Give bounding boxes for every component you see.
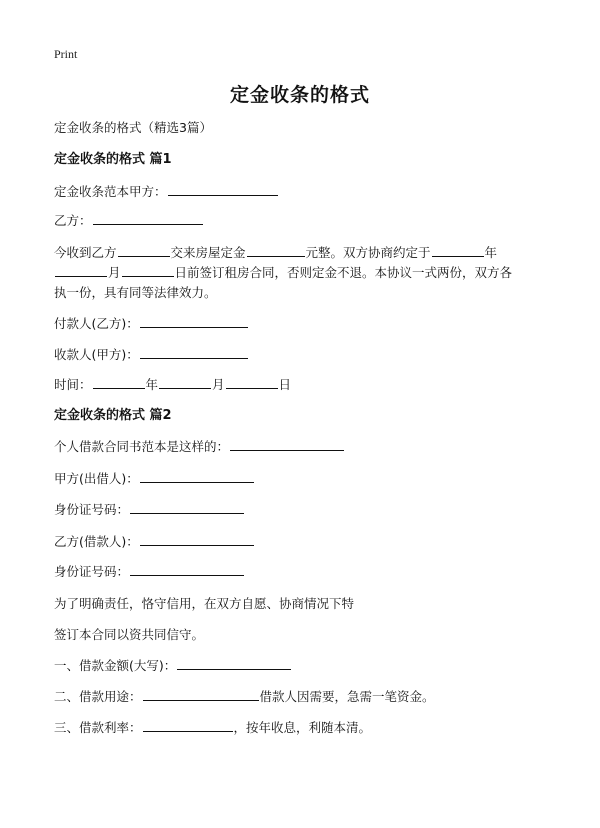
contract-intro-blank — [230, 436, 344, 451]
para-blank-3 — [432, 242, 484, 257]
borrower-id-line — [54, 561, 560, 583]
para-text-4: 年 — [484, 245, 498, 260]
day-blank — [226, 374, 278, 389]
party-a-label: 定金收条范本甲方： — [54, 184, 167, 199]
party-a-line — [54, 181, 560, 203]
para-text-6: 日前签订租房合同，否则定金不退。本协议一式两份，双方各 — [174, 265, 513, 280]
party-a-blank — [168, 181, 278, 196]
para-text-3: 元整。双方协商约定于 — [305, 245, 431, 260]
year-blank — [93, 374, 145, 389]
loan-rate-tail: ，按年收息，利随本清。 — [233, 720, 372, 735]
party-b-label: 乙方： — [54, 213, 92, 228]
party-b-blank — [93, 210, 203, 225]
lender-id-label: 身份证号码： — [54, 502, 130, 517]
loan-rate-label: 三、借款利率： — [54, 720, 142, 735]
para-text-1: 今收到乙方 — [54, 245, 117, 260]
time-line — [54, 374, 560, 396]
para-blank-4 — [55, 262, 107, 277]
page-title: 定金收条的格式 — [229, 84, 370, 106]
payee-label: 收款人(甲方)： — [54, 347, 139, 362]
lender-id-blank — [130, 499, 244, 514]
day-label: 日 — [278, 377, 292, 392]
lender-blank — [140, 468, 254, 483]
contract-intro-label: 个人借款合同书范本是这样的： — [54, 439, 230, 454]
loan-rate-line — [54, 717, 560, 739]
party-b-line — [54, 210, 560, 232]
loan-amount-blank — [177, 655, 291, 670]
month-label: 月 — [212, 377, 225, 392]
payee-blank — [140, 344, 248, 359]
loan-purpose-blank — [143, 686, 259, 701]
loan-amount-line — [54, 655, 560, 677]
month-blank — [159, 374, 211, 389]
para-text-5: 月 — [108, 265, 121, 280]
borrower-line — [54, 531, 560, 553]
clause-line-b: 签订本合同以资共同信守。 — [54, 627, 205, 642]
payer-label: 付款人(乙方)： — [54, 316, 139, 331]
para-line-2 — [54, 262, 560, 284]
section1-heading: 定金收条的格式 篇1 — [54, 152, 172, 167]
loan-purpose-line — [54, 686, 560, 708]
para-blank-5 — [122, 262, 174, 277]
borrower-id-label: 身份证号码： — [54, 564, 130, 579]
loan-purpose-tail: 借款人因需要，急需一笔资金。 — [259, 689, 435, 704]
borrower-id-blank — [130, 561, 244, 576]
para-blank-2 — [247, 242, 305, 257]
year-label: 年 — [145, 377, 159, 392]
para-line-1 — [54, 242, 560, 264]
section2-heading: 定金收条的格式 篇2 — [54, 408, 172, 423]
para-text-2: 交来房屋定金 — [170, 245, 246, 260]
loan-purpose-label: 二、借款用途： — [54, 689, 142, 704]
para-blank-1 — [118, 242, 170, 257]
para-line-3: 执一份，具有同等法律效力。 — [54, 285, 217, 300]
lender-id-line — [54, 499, 560, 521]
contract-intro-line — [54, 436, 560, 458]
payee-line — [54, 344, 560, 366]
clause-line-a: 为了明确责任，恪守信用，在双方自愿、协商情况下特 — [54, 596, 355, 611]
loan-amount-label: 一、借款金额(大写)： — [54, 658, 177, 673]
intro-line: 定金收条的格式（精选3篇） — [54, 120, 212, 135]
payer-line — [54, 313, 560, 335]
lender-label: 甲方(出借人)： — [54, 471, 139, 486]
print-label: Print — [54, 47, 78, 61]
time-label: 时间： — [54, 377, 92, 392]
loan-rate-blank — [143, 717, 233, 732]
borrower-blank — [140, 531, 254, 546]
borrower-label: 乙方(借款人)： — [54, 534, 139, 549]
lender-line — [54, 468, 560, 490]
payer-blank — [140, 313, 248, 328]
